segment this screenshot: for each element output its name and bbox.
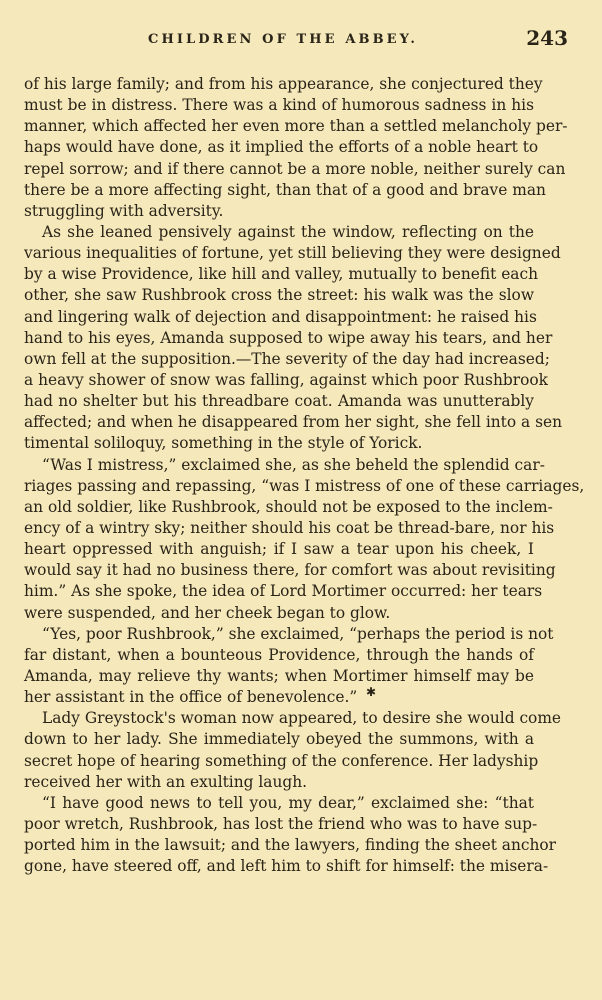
text-line: had no shelter but his threadbare coat. Amanda was unutterably	[24, 392, 534, 411]
text-line: a heavy shower of snow was falling, against which poor Rushbrook	[24, 370, 548, 389]
text-line: riages passing and repassing, “was I mistress of one of these carriages,	[24, 476, 585, 495]
text-line: repel sorrow; and if there cannot be a more noble, neither surely can	[24, 159, 566, 178]
text-line: “Was I mistress,” exclaimed she, as she beheld the splendid car-	[42, 455, 545, 474]
text-line: ency of a wintry sky; neither should his coat be thread-bare, nor his	[24, 518, 555, 537]
text-line: poor wretch, Rushbrook, has lost the friend who was to have sup-	[24, 814, 538, 833]
text-line: gone, have steered off, and left him to shift for himself: the misera-	[24, 857, 549, 876]
text-line: Lady Greystock's woman now appeared, to desire she would come	[42, 709, 562, 728]
body-text	[24, 74, 585, 877]
text-line: “Yes, poor Rushbrook,” she exclaimed, “perhaps the period is not	[42, 624, 554, 643]
text-line: secret hope of hearing something of the conference. Her ladyship	[24, 751, 539, 770]
text-line: hand to his eyes, Amanda supposed to wipe away his tears, and her	[24, 328, 553, 347]
text-line: various inequalities of fortune, yet still believing they were designed	[24, 244, 561, 263]
text-line: Amanda, may relieve thy wants; when Mortimer himself may be	[24, 666, 534, 685]
text-line: timental soliloquy, something in the style of Yorick.	[24, 434, 423, 453]
page-number: 243	[526, 26, 568, 50]
text-line: there be a more affecting sight, than that of a good and brave man	[24, 180, 546, 199]
text-line: down to her lady. She immediately obeyed the summons, with a	[24, 730, 534, 749]
text-line: her assistant in the office of benevolence.”	[24, 688, 358, 707]
text-line: “I have good news to tell you, my dear,” exclaimed she: “that	[42, 793, 534, 812]
text-line: of his large family; and from his appearance, she conjectured they	[24, 75, 543, 93]
text-line: him.” As she spoke, the idea of Lord Mortimer occurred: her tears	[24, 582, 543, 601]
text-line: struggling with adversity.	[24, 201, 224, 220]
page-header	[0, 26, 602, 56]
text-line: far distant, when a bounteous Providence, through the hands of	[24, 645, 534, 664]
text-line: As she leaned pensively against the window, reflecting on the	[42, 222, 534, 241]
text-line: were suspended, and her cheek began to glow.	[24, 603, 391, 622]
text-line: must be in distress. There was a kind of humorous sadness in his	[24, 96, 534, 115]
text-line: and lingering walk of dejection and disappointment: he raised his	[24, 307, 537, 326]
text-line: haps would have done, as it implied the efforts of a noble heart to	[24, 138, 539, 157]
ink-speck-mark: ✱	[366, 685, 377, 699]
text-line: heart oppressed with anguish; if I saw a tear upon his cheek, I	[24, 540, 534, 559]
text-line: other, she saw Rushbrook cross the street: his walk was the slow	[24, 286, 534, 305]
text-line: received her with an exulting laugh.	[24, 772, 308, 791]
text-line: would say it had no business there, for comfort was about revisiting	[24, 561, 556, 580]
text-line: by a wise Providence, like hill and valley, mutually to benefit each	[24, 265, 539, 284]
text-line: affected; and when he disappeared from her sight, she fell into a sen	[24, 413, 562, 432]
text-line: an old soldier, like Rushbrook, should not be exposed to the inclem-	[24, 497, 553, 516]
text-line: own fell at the supposition.—The severity of the day had increased;	[24, 349, 550, 368]
running-title: CHILDREN OF THE ABBEY.	[148, 32, 419, 47]
text-line: manner, which affected her even more than a settled melancholy per-	[24, 117, 568, 136]
text-line: ported him in the lawsuit; and the lawyers, finding the sheet anchor	[24, 836, 557, 855]
